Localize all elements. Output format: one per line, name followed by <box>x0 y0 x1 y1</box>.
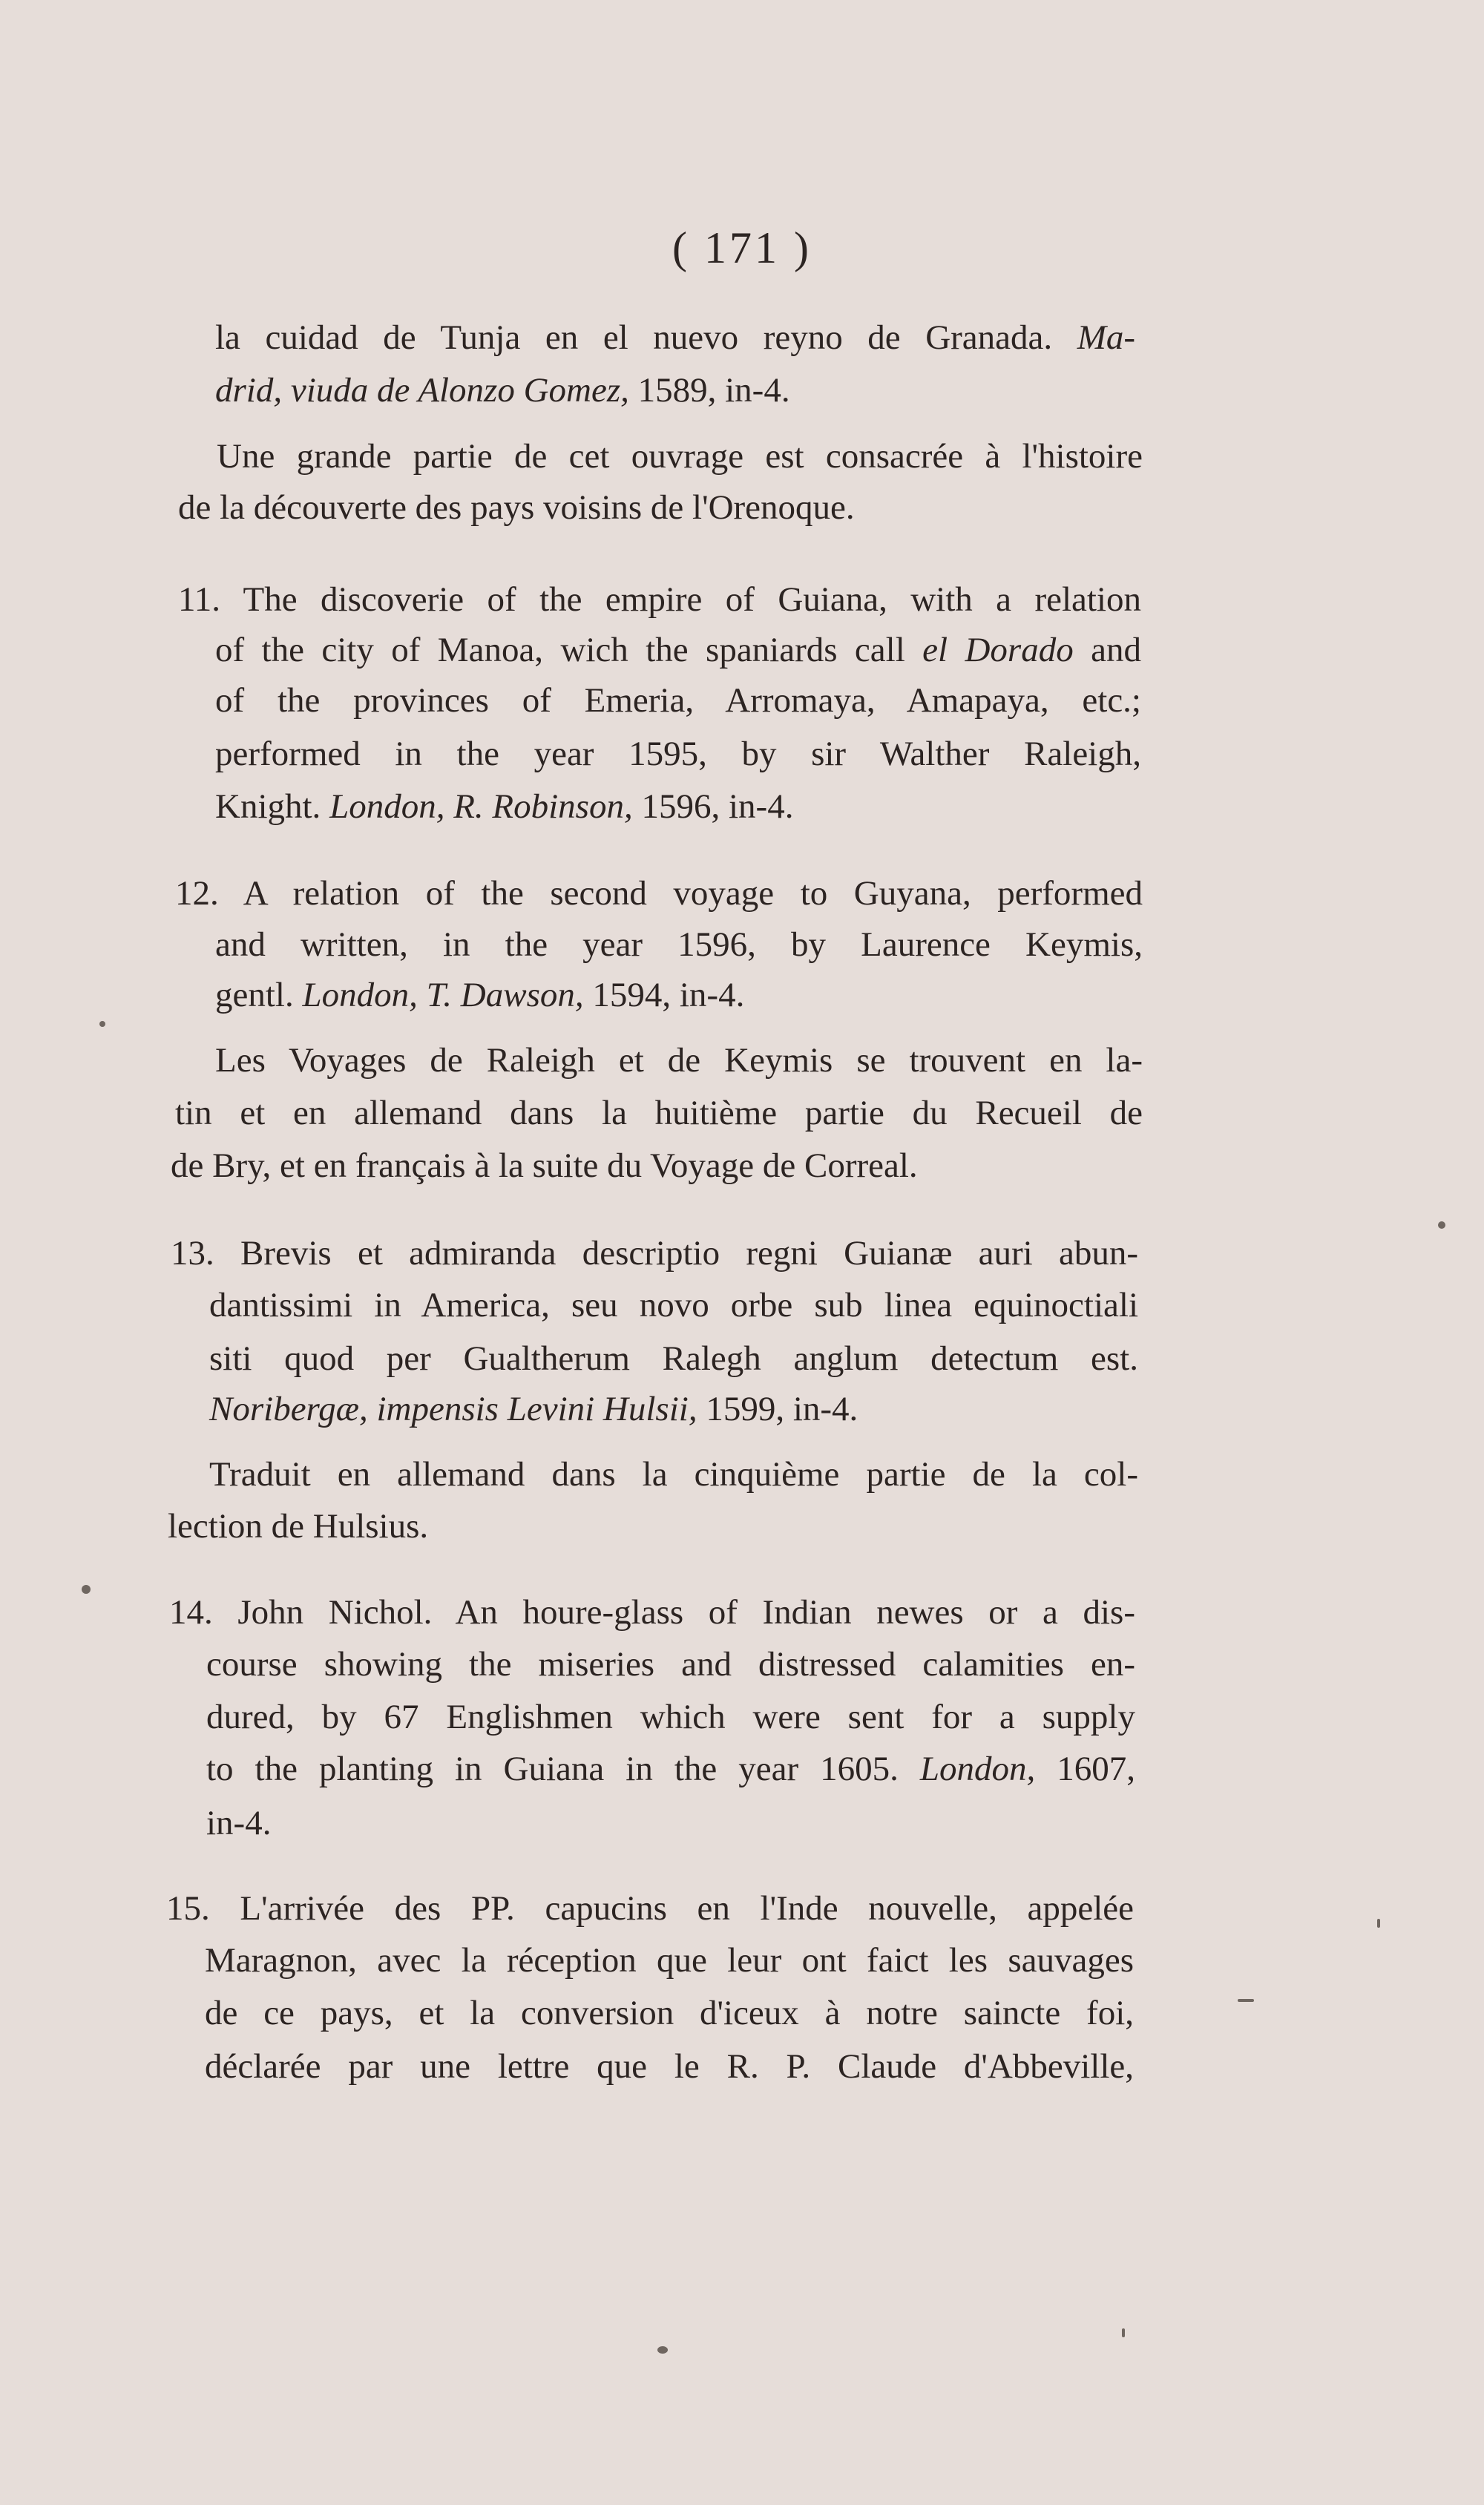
text-run: Maragnon, avec la réception que leur ont faict les sauvages <box>205 1941 1134 1980</box>
text-run: Une grande partie de cet ouvrage est consacrée à l'histoire <box>217 437 1143 476</box>
entry-11-line <box>215 737 1141 772</box>
text-run: lection de Hulsius. <box>168 1507 429 1546</box>
entry-15-line <box>205 1996 1134 2031</box>
text-run: and written, in the year 1596, by Laurence Keymis, <box>215 925 1143 964</box>
entry-11-line <box>178 582 1141 617</box>
text-run: 1607, <box>1035 1750 1135 1788</box>
text-run: 12. A relation of the second voyage to Guyana, performed <box>175 874 1143 913</box>
text-run: and <box>1073 631 1141 669</box>
text-run: to the planting in Guiana in the year 1605. <box>206 1750 920 1788</box>
italic-text: London, R. Robinson, <box>329 787 633 826</box>
entry-12-line <box>175 876 1143 911</box>
text-run: dantissimi in America, seu novo orbe sub linea equinoctiali <box>209 1286 1138 1324</box>
text-run: 14. John Nichol. An houre-glass of Indian newes or a dis- <box>169 1593 1135 1632</box>
text-run: 13. Brevis et admiranda descriptio regni Guianæ auri abun- <box>171 1234 1138 1273</box>
paper-speck <box>1438 1221 1445 1229</box>
text-run: gentl. <box>215 976 303 1014</box>
italic-text: London, <box>919 1750 1036 1788</box>
paper-speck <box>1122 2328 1125 2337</box>
entry-11-line <box>215 683 1141 718</box>
text-run: de ce pays, et la conversion d'iceux à notre saincte foi, <box>205 1994 1134 2032</box>
entry-15-line <box>205 1943 1134 1978</box>
continuation-note-line <box>217 439 1143 474</box>
text-run: dured, by 67 Englishmen which were sent for a supply <box>206 1698 1135 1736</box>
entry-14-line <box>206 1647 1135 1682</box>
continuation-note-line <box>178 490 855 525</box>
entry-13-line <box>209 1392 858 1427</box>
entry-11-line <box>215 633 1141 668</box>
entry-12-line <box>215 978 744 1013</box>
entry-14-line <box>206 1752 1135 1787</box>
continuation-line <box>215 318 1135 357</box>
italic-text: Noribergæ, impensis Levini Hulsii, <box>209 1390 697 1428</box>
continuation-line <box>215 373 790 408</box>
entry-12-note-line <box>175 1096 1143 1131</box>
italic-text: drid, viuda de Alonzo Gomez, <box>215 371 629 410</box>
paper-speck <box>82 1585 91 1594</box>
text-run: déclarée par une lettre que le R. P. Claude d'Abbeville, <box>205 2047 1134 2086</box>
paper-speck <box>657 2346 668 2354</box>
text-run: Knight. <box>215 787 330 826</box>
paper-speck <box>99 1021 105 1027</box>
entry-12-note-line <box>171 1146 918 1185</box>
entry-14-line <box>206 1806 271 1841</box>
entry-12-note-line <box>215 1043 1143 1078</box>
text-run: 1589, in-4. <box>628 371 790 410</box>
text-run: 15. L'arrivée des PP. capucins en l'Inde nouvelle, appelée <box>166 1889 1134 1928</box>
entry-12-line <box>215 925 1143 964</box>
paper-speck <box>1238 1999 1254 2002</box>
entry-15-line <box>166 1891 1134 1926</box>
text-run: in-4. <box>206 1804 272 1842</box>
text-run: 1596, in-4. <box>632 787 794 826</box>
text-run: Les Voyages de Raleigh et de Keymis se trouvent en la- <box>215 1041 1143 1080</box>
text-run: tin et en allemand dans la huitième partie du Recueil de <box>175 1094 1143 1132</box>
entry-13-line <box>209 1288 1138 1323</box>
text-run: course showing the miseries and distressed calamities en- <box>206 1645 1135 1684</box>
text-run: Traduit en allemand dans la cinquième partie de la col- <box>209 1455 1138 1494</box>
text-run: 1599, in-4. <box>697 1390 858 1428</box>
text-run: 11. The discoverie of the empire of Guiana, with a relation <box>178 580 1141 619</box>
text-run: la cuidad de Tunja en el nuevo reyno de Granada. <box>215 318 1077 357</box>
italic-text: London, T. Dawson, <box>302 976 584 1014</box>
page-number: ( 171 ) <box>672 223 812 272</box>
entry-15-line <box>205 2049 1134 2084</box>
text-run: 1594, in-4. <box>583 976 745 1014</box>
paper-speck <box>1377 1919 1380 1928</box>
entry-14-line <box>206 1700 1135 1735</box>
entry-13-note-line <box>209 1457 1138 1492</box>
italic-text: Ma- <box>1077 318 1135 357</box>
italic-text: el Dorado <box>922 631 1074 669</box>
text-run: de Bry, et en français à la suite du Voyage de Correal. <box>171 1146 918 1185</box>
entry-13-line <box>171 1236 1138 1271</box>
text-run: of the city of Manoa, wich the spaniards call <box>215 631 923 669</box>
text-run: de la découverte des pays voisins de l'Orenoque. <box>178 488 855 527</box>
entry-13-note-line <box>168 1509 428 1544</box>
entry-13-line <box>209 1339 1138 1378</box>
text-run: of the provinces of Emeria, Arromaya, Amapaya, etc.; <box>215 681 1141 720</box>
entry-14-line <box>169 1595 1135 1630</box>
text-run: siti quod per Gualtherum Ralegh anglum detectum est. <box>209 1339 1138 1378</box>
text-run: performed in the year 1595, by sir Walther Raleigh, <box>215 735 1141 773</box>
entry-11-line <box>215 789 793 824</box>
